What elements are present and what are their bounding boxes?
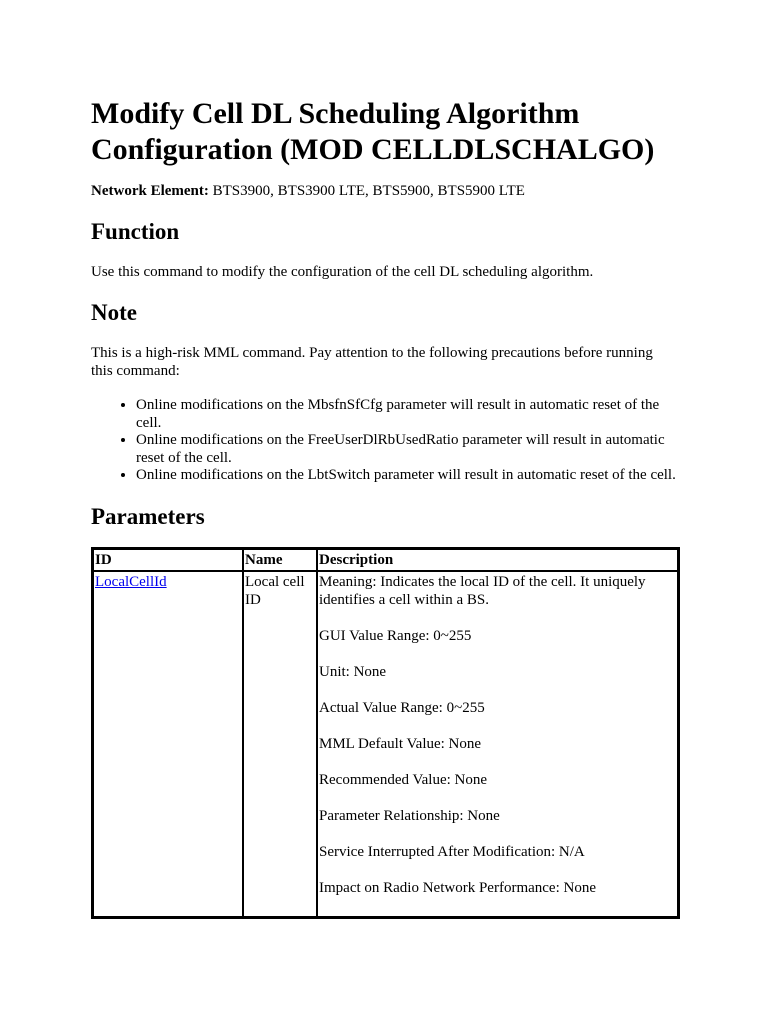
- table-row: [93, 571, 678, 917]
- page-title: Modify Cell DL Scheduling Algorithm Configuration (MOD CELLDLSCHALGO): [91, 97, 655, 166]
- parameters-table: [91, 547, 680, 919]
- note-heading: Note: [91, 300, 137, 325]
- description-service-interrupted: Service Interrupted After Modification: N/A: [319, 843, 585, 860]
- network-element-value: BTS3900, BTS3900 LTE, BTS5900, BTS5900 LTE: [208, 183, 525, 199]
- cell-description: [317, 571, 678, 917]
- note-list: [91, 397, 681, 485]
- cell-name: Local cell ID: [243, 571, 317, 917]
- function-text: Use this command to modify the configuration of the cell DL scheduling algorithm.: [91, 264, 594, 280]
- description-recommended-value: Recommended Value: None: [319, 771, 488, 788]
- document-page: [91, 96, 681, 919]
- description-default-value: MML Default Value: None: [319, 735, 482, 752]
- description-meaning: Meaning: Indicates the local ID of the cell. It uniquely identifies a cell within a BS.: [319, 573, 646, 608]
- column-header-description: Description: [317, 549, 678, 571]
- note-list-item: • Online modifications on the MbsfnSfCfg parameter will result in automatic reset of the cell.: [136, 397, 681, 432]
- description-gui-range: GUI Value Range: 0~255: [319, 627, 472, 644]
- note-list-item: • Online modifications on the LbtSwitch parameter will result in automatic reset of the cell.: [136, 467, 681, 485]
- column-header-name: Name: [243, 549, 317, 571]
- description-relationship: Parameter Relationship: None: [319, 807, 500, 824]
- note-list-item: • Online modifications on the FreeUserDlRbUsedRatio parameter will result in automatic reset of the cell.: [136, 432, 681, 467]
- description-unit: Unit: None: [319, 663, 387, 680]
- description-actual-range: Actual Value Range: 0~255: [319, 699, 485, 716]
- network-element-line: [91, 182, 681, 200]
- column-header-id: ID: [93, 549, 243, 571]
- note-text: This is a high-risk MML command. Pay attention to the following precautions before running this command:: [91, 345, 653, 379]
- network-element-label: Network Element:: [91, 183, 209, 199]
- description-impact: Impact on Radio Network Performance: None: [319, 879, 596, 896]
- cell-id: [93, 571, 243, 917]
- parameters-heading: Parameters: [91, 503, 205, 529]
- table-header-row: [93, 549, 678, 571]
- function-heading: Function: [91, 219, 180, 244]
- local-cell-id-link[interactable]: LocalCellId: [95, 573, 167, 590]
